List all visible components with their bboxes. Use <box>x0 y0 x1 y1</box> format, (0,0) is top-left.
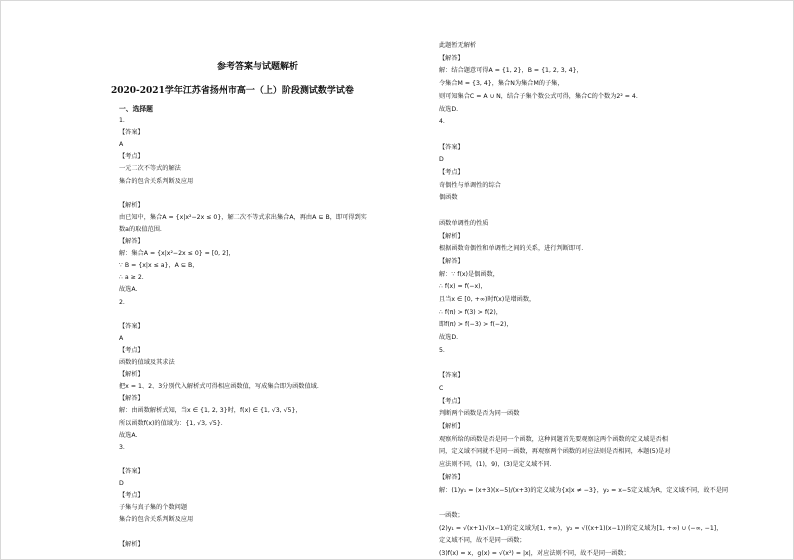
exam-title: 2020-2021学年江苏省扬州市高一（上）阶段测试数学试卷 <box>111 86 354 96</box>
text-line: 此题暂无解析 <box>439 42 477 49</box>
text-line: 【考点】 <box>119 153 144 161</box>
text-line: 【解析】 <box>439 232 464 240</box>
text-line: 【考点】 <box>119 346 144 354</box>
text-line: (2)y₁ = √(x+1)√(x−1)的定义域为[1, +∞)，y₂ = √((x+1)(x−1))的定义域为[1, +∞) ∪ (−∞, −1]， <box>439 524 723 532</box>
text-line: 故选A. <box>119 286 138 294</box>
text-line: 【解答】 <box>119 238 144 245</box>
text-line: 判断两个函数是否为同一函数 <box>439 410 520 418</box>
text-line: 解：∵ f(x)是偶函数， <box>439 270 499 278</box>
text-line: 【解析】 <box>439 423 464 430</box>
text-line: (3)f(x) = x，g(x) = √(x²) = |x|，对应法则不同，故不是同一函数； <box>439 550 630 557</box>
text-line: 应法则不同，(1)，9)，(3)是定义域不同. <box>439 461 552 469</box>
text-line: D <box>119 480 124 487</box>
text-line: 函数单调性的性质 <box>439 219 489 227</box>
text-line: 故选D. <box>439 334 459 342</box>
text-line: 【解答】 <box>119 395 144 403</box>
text-line: 即f(π) > f(−3) > f(−2)， <box>439 321 513 329</box>
text-line: 【解析】 <box>119 540 144 548</box>
text-line: 【答案】 <box>119 467 144 475</box>
text-line: 奇偶性与单调性的综合 <box>439 181 501 189</box>
text-line: 则可知集合C = A ∪ N，结合子集个数公式可得，集合C的个数为2² = 4. <box>439 92 638 100</box>
text-line: 集合的包含关系判断及应用 <box>119 177 194 185</box>
text-line: 解：集合A = {x|x²−2x ≤ 0} = [0, 2]， <box>119 250 235 258</box>
text-line: ∴ a ≥ 2. <box>119 274 144 282</box>
text-line: 1. <box>119 117 125 124</box>
text-line: 3. <box>119 443 125 451</box>
text-line: 【答案】 <box>119 129 144 137</box>
text-line: 定义域不同，故不是同一函数； <box>439 537 526 545</box>
text-line: 数a的取值范围. <box>119 225 162 233</box>
text-line: 解：(1)y₁ = (x+3)(x−5)/(x+3)的定义域为{x|x ≠ −3}，y₂ = x−5定义域为R，定义域不同，故不是同 <box>439 486 729 494</box>
text-line: ∴ f(x) = f(−x)， <box>439 283 487 291</box>
text-line: 【考点】 <box>119 492 144 500</box>
text-line: 4. <box>439 118 445 126</box>
text-line: 【解析】 <box>119 371 144 379</box>
text-line: 2. <box>119 298 125 306</box>
text-line: 5. <box>439 346 445 354</box>
text-line: A <box>119 334 124 342</box>
text-line: 集合的包含关系判断及应用 <box>119 516 194 524</box>
text-line: 【答案】 <box>119 322 144 330</box>
text-line: 【解答】 <box>439 473 464 481</box>
text-line: D <box>439 156 444 164</box>
text-line: 子集与真子集的个数问题 <box>119 504 188 512</box>
text-line: 【考点】 <box>439 397 464 405</box>
text-line: 根据函数奇偶性和单调性之间的关系，进行判断即可. <box>439 245 584 253</box>
text-line: 【答案】 <box>439 372 464 380</box>
text-line: 所以函数f(x)的值域为：{1, √3, √5}. <box>119 419 223 427</box>
text-line: C <box>439 384 444 392</box>
text-line: 一元二次不等式的解法 <box>119 165 181 173</box>
section-heading: 一、选择题 <box>119 105 153 113</box>
text-line: A <box>119 141 124 149</box>
text-line: 且当x ∈ [0, +∞)时f(x)是增函数， <box>439 296 536 303</box>
text-line: 故选A. <box>119 431 138 439</box>
text-line: 【解析】 <box>119 201 144 209</box>
page-title: 参考答案与试题解析 <box>217 62 299 72</box>
text-line: 函数的值域及其求法 <box>119 359 175 366</box>
text-line: 【考点】 <box>439 169 464 176</box>
text-line: 【解答】 <box>439 257 464 265</box>
text-line: 把x = 1、2、3分别代入解析式可得相应函数值，写成集合即为函数值域. <box>119 383 319 391</box>
text-line: 令集合M = {3, 4}，集合N为集合M的子集， <box>439 80 564 88</box>
text-line: ∴ f(π) > f(3) > f(2)， <box>439 308 502 316</box>
text-line: 同，定义域不同就不是同一函数，再观察两个函数的对应法则是否相同，本题(5)是对 <box>439 448 671 456</box>
text-line: 观察所给的函数是否是同一个函数，这种问题首先要观察这两个函数的定义域是否相 <box>439 435 668 443</box>
text-line: 解：结合题意可得A = {1, 2}，B = {1, 2, 3, 4}， <box>439 67 583 75</box>
text-line: ∵ B = {x|x ≤ a}，A ⊆ B， <box>119 262 199 270</box>
text-line: 【答案】 <box>439 143 464 151</box>
text-line: 【解答】 <box>439 54 464 62</box>
text-line: 由已知中，集合A = {x|x²−2x ≤ 0}，解二次不等式求出集合A，再由A ⊆ B，即可得到实 <box>119 213 367 221</box>
text-line: 故选D. <box>439 105 459 113</box>
text-line: 解：由函数解析式知，当x ∈ {1, 2, 3}时，f(x) ∈ {1, √3, √5}， <box>119 407 302 415</box>
text-line: 一函数； <box>439 511 464 519</box>
text-line: 偶函数 <box>439 194 458 202</box>
